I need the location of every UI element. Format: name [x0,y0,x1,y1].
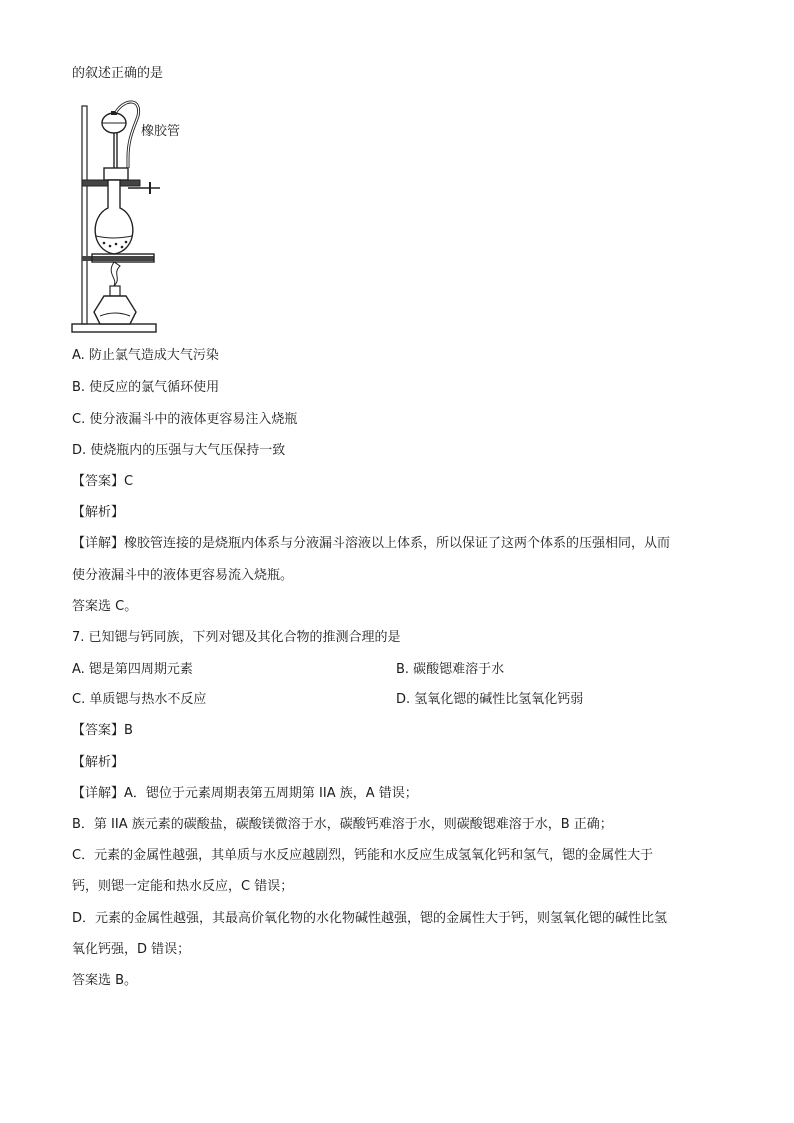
stopper [104,168,128,180]
option-c: C. 使分液漏斗中的液体更容易注入烧瓶 [72,412,298,427]
ring-support [82,256,154,261]
question-7-stem: 7. 已知锶与钙同族，下列对锶及其化合物的推测合理的是 [72,630,401,645]
flame [111,262,120,286]
option-d: D. 使烧瓶内的压强与大气压保持一致 [72,443,286,458]
detail-text: B．第 IIA 族元素的碳酸盐，碳酸镁微溶于水，碳酸钙难溶于水，则碳酸锶难溶于水，B 正确； [72,817,613,832]
alcohol-lamp [94,296,136,324]
option-a: A. 防止氯气造成大气污染 [72,348,219,363]
analysis-heading: 【解析】 [72,755,125,770]
answer: 【答案】B [72,723,133,738]
detail-text: 使分液漏斗中的液体更容易流入烧瓶。 [72,568,294,583]
final-answer: 答案选 B。 [72,973,138,988]
detail-text: 【详解】A．锶位于元素周期表第五周期第 IIA 族，A 错误； [72,786,418,801]
detail-text: C．元素的金属性越强，其单质与水反应越剧烈，钙能和水反应生成氢氧化钙和氢气，锶的金属性大于 [72,848,654,863]
option-b: B. 碳酸锶难溶于水 [396,662,505,677]
detail-text: 【详解】橡胶管连接的是烧瓶内体系与分液漏斗溶液以上体系，所以保证了这两个体系的压强相同，从而 [72,536,671,551]
detail-text: 氧化钙强，D 错误； [72,942,191,957]
question-stem-tail: 的叙述正确的是 [72,66,164,81]
stand-rod [82,106,87,324]
final-answer: 答案选 C。 [72,599,138,614]
detail-text: 钙，则锶一定能和热水反应，C 错误； [72,879,294,894]
option-a: A. 锶是第四周期元素 [72,662,193,677]
stand-base [72,324,156,332]
rubber-tube-label: 橡胶管 [141,124,181,139]
option-b: B. 使反应的氯气循环使用 [72,380,220,395]
option-c: C. 单质锶与热水不反应 [72,692,207,707]
rubber-tube [116,102,139,168]
apparatus-figure [70,98,210,338]
detail-text: D．元素的金属性越强，其最高价氧化物的水化物碱性越强，锶的金属性大于钙，则氢氧化锶的碱性比氢 [72,911,668,926]
analysis-heading: 【解析】 [72,505,125,520]
option-d: D. 氢氧化锶的碱性比氢氧化钙弱 [396,692,584,707]
answer: 【答案】C [72,474,134,489]
flask [95,180,133,254]
